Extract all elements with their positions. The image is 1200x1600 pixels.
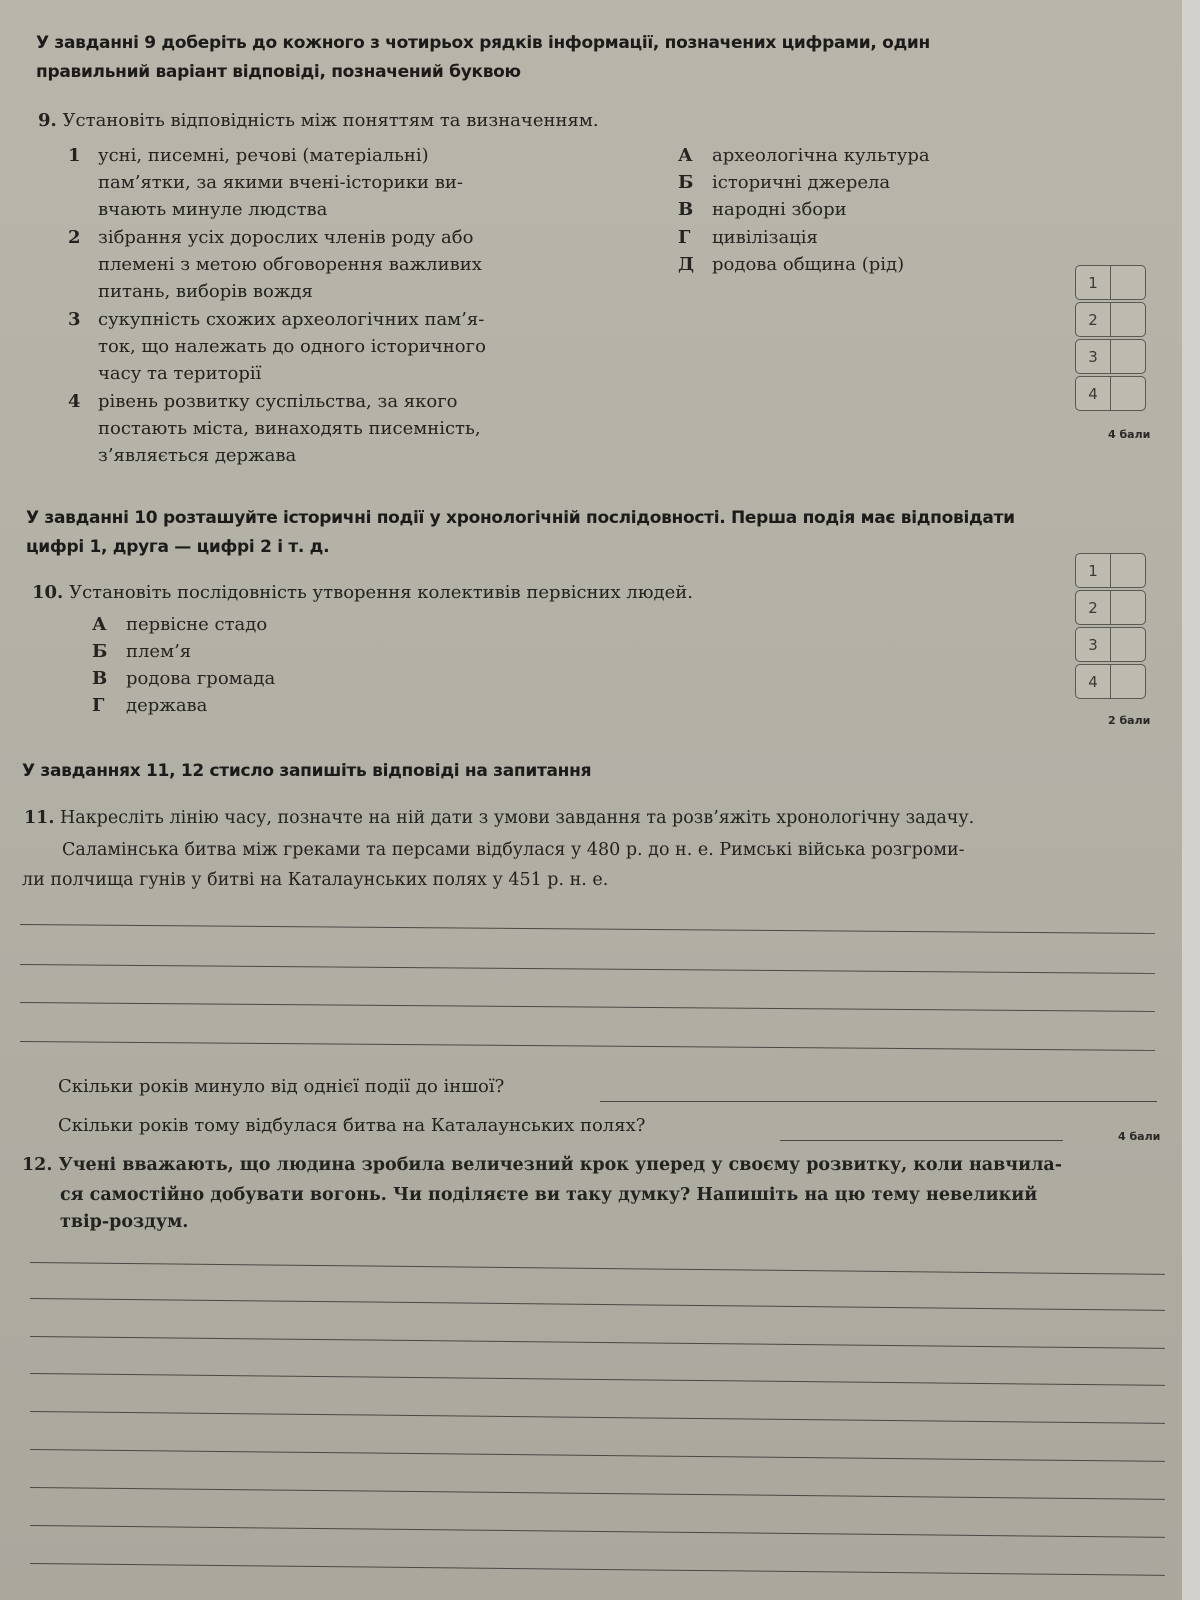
task9-answer-box-2[interactable] (1111, 302, 1146, 337)
task9-option-b-text: історичні джерела (712, 172, 891, 193)
task9-item-4 (68, 391, 457, 412)
task10-answer-row-3 (1075, 627, 1146, 664)
task9-answer-box-3[interactable] (1111, 339, 1146, 374)
section9-instruction-line2: правильний варіант відповіді, позначений буквою (36, 62, 521, 82)
task9-question (38, 110, 599, 131)
task11-question-text: Накресліть лінію часу, позначте на ній дати з умови завдання та розв’яжіть хронологічну задачу. (60, 808, 975, 828)
task9-option-g-text: цивілізація (712, 227, 818, 248)
section11-instruction: У завданнях 11, 12 стисло запишіть відповіді на запитання (22, 761, 592, 781)
task9-item-1-line3: вчають минуле людства (98, 199, 328, 220)
task10-option-v (92, 668, 275, 689)
task10-answer-box-3[interactable] (1111, 627, 1146, 662)
task10-option-v-letter: В (92, 668, 108, 689)
task11-sub-question-2: Скільки років тому відбулася битва на Каталаунських полях? (58, 1115, 646, 1136)
task9-item-4-line3: з’являється держава (98, 445, 297, 466)
task9-answer-label-4: 4 (1075, 376, 1111, 411)
task9-points: 4 бали (1108, 428, 1151, 441)
task10-answer-label-3: 3 (1075, 627, 1111, 662)
task10-question (32, 582, 693, 603)
task10-answer-row-1 (1075, 553, 1146, 590)
task10-answer-row-2 (1075, 590, 1146, 627)
task9-answer-row-2 (1075, 302, 1146, 339)
task9-question-text: Установіть відповідність між поняттям та визначенням. (62, 110, 599, 131)
task10-answer-label-4: 4 (1075, 664, 1111, 699)
task9-item-4-line2: постають міста, винаходять писемність, (98, 418, 481, 439)
task11-points: 4 бали (1118, 1130, 1161, 1143)
task9-option-a-letter: А (678, 145, 693, 166)
task12-number: 12. (22, 1155, 53, 1175)
page-edge (1182, 0, 1200, 1600)
task10-option-v-text: родова громада (126, 668, 276, 689)
task9-answer-label-3: 3 (1075, 339, 1111, 374)
section10-instruction-line1: У завданні 10 розташуйте історичні події у хронологічній послідовності. Перша подія має відповідати (26, 508, 1015, 528)
task10-answer-box-1[interactable] (1111, 553, 1146, 588)
task12-line3: твір-роздум. (60, 1212, 189, 1232)
task9-answer-label-2: 2 (1075, 302, 1111, 337)
task9-option-d (678, 254, 904, 275)
task9-option-a (678, 145, 930, 166)
task9-option-g (678, 227, 818, 248)
task9-item-2-line3: питань, виборів вождя (98, 281, 313, 302)
task9-item-1-line1: усні, писемні, речові (матеріальні) (98, 145, 429, 166)
task10-option-g (92, 695, 207, 716)
task9-item-3-line1: сукупність схожих археологічних пам’я- (98, 309, 485, 330)
task9-answer-row-4 (1075, 376, 1146, 413)
task11-text-line2: ли полчища гунів у битві на Каталаунських полях у 451 р. н. е. (22, 870, 609, 890)
task10-answer-row-4 (1075, 664, 1146, 701)
task11-number: 11. (24, 808, 55, 828)
section10-instruction-line2: цифрі 1, друга — цифрі 2 і т. д. (26, 537, 330, 557)
task9-item-3 (68, 309, 484, 330)
task10-answer-label-1: 1 (1075, 553, 1111, 588)
task10-answer-box-2[interactable] (1111, 590, 1146, 625)
task11-question (24, 808, 974, 828)
task9-item-3-line2: ток, що належать до одного історичного (98, 336, 486, 357)
task12-line1 (22, 1155, 1062, 1175)
task9-answer-box-4[interactable] (1111, 376, 1146, 411)
task9-item-3-line3: часу та території (98, 363, 262, 384)
task10-option-a-letter: А (92, 614, 107, 635)
task10-option-b-letter: Б (92, 641, 108, 662)
task9-option-b-letter: Б (678, 172, 694, 193)
task10-number: 10. (32, 582, 64, 603)
task10-points: 2 бали (1108, 714, 1151, 727)
task10-question-text: Установіть послідовність утворення колективів первісних людей. (69, 582, 693, 603)
task9-item-3-number: 3 (68, 309, 81, 330)
task10-answer-box-4[interactable] (1111, 664, 1146, 699)
task10-option-g-text: держава (126, 695, 208, 716)
task10-option-b (92, 641, 191, 662)
task10-option-b-text: плем’я (126, 641, 192, 662)
task12-line1-text: Учені вважають, що людина зробила величезний крок уперед у своєму розвитку, коли навчила- (58, 1155, 1063, 1175)
task9-item-1 (68, 145, 429, 166)
task9-answer-row-1 (1075, 265, 1146, 302)
task9-answer-row-3 (1075, 339, 1146, 376)
task9-item-2 (68, 227, 473, 248)
task11-text-line1: Саламінська битва між греками та персами відбулася у 480 р. до н. е. Римські війська розгроми- (62, 840, 965, 860)
task10-answer-label-2: 2 (1075, 590, 1111, 625)
task9-option-v (678, 199, 847, 220)
task9-option-a-text: археологічна культура (712, 145, 930, 166)
task9-number: 9. (38, 110, 57, 131)
task9-answer-grid (1075, 265, 1146, 413)
task9-option-d-letter: Д (678, 254, 695, 275)
task11-sub-question-1: Скільки років минуло від однієї події до іншої? (58, 1076, 505, 1097)
task10-option-g-letter: Г (92, 695, 105, 716)
task12-line2: ся самостійно добувати вогонь. Чи поділяєте ви таку думку? Напишіть на цю тему невеликий (60, 1185, 1038, 1205)
task9-option-v-text: народні збори (712, 199, 847, 220)
task11-sub-answer-line-2[interactable] (780, 1140, 1063, 1141)
task9-answer-box-1[interactable] (1111, 265, 1146, 300)
task9-item-2-line2: племені з метою обговорення важливих (98, 254, 482, 275)
task9-item-4-number: 4 (68, 391, 81, 412)
task10-option-a (92, 614, 267, 635)
task9-item-1-line2: пам’ятки, за якими вчені-історики ви- (98, 172, 463, 193)
task9-option-v-letter: В (678, 199, 694, 220)
task10-option-a-text: первісне стадо (126, 614, 268, 635)
task11-sub-answer-line-1[interactable] (600, 1101, 1157, 1102)
task9-item-2-number: 2 (68, 227, 81, 248)
task9-answer-label-1: 1 (1075, 265, 1111, 300)
section9-instruction-line1: У завданні 9 доберіть до кожного з чотирьох рядків інформації, позначених цифрами, один (36, 33, 930, 53)
task9-item-2-line1: зібрання усіх дорослих членів роду або (98, 227, 474, 248)
task9-item-1-number: 1 (68, 145, 81, 166)
task9-option-b (678, 172, 890, 193)
task9-option-g-letter: Г (678, 227, 691, 248)
task10-answer-grid (1075, 553, 1146, 701)
task9-option-d-text: родова община (рід) (712, 254, 905, 275)
task9-item-4-line1: рівень розвитку суспільства, за якого (98, 391, 458, 412)
